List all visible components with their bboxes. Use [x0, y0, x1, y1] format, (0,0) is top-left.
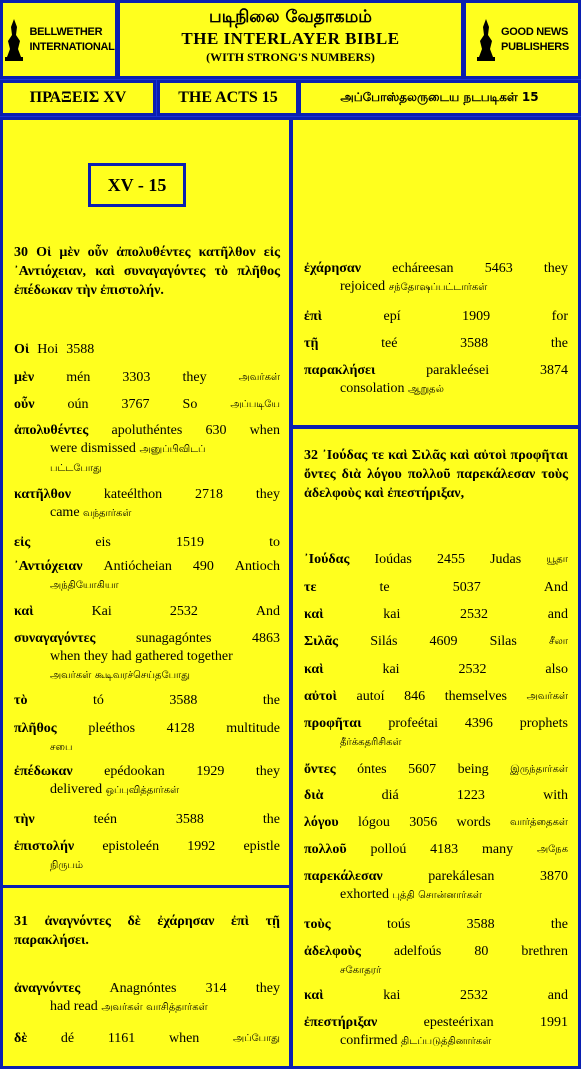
transliteration: teén — [93, 812, 117, 827]
left-publisher-logo — [0, 0, 118, 79]
greek-word: κατῆλθον — [14, 487, 72, 502]
strongs-number: 3874 — [539, 363, 568, 378]
title-tamil: படிநிலை வேதாகமம் — [209, 7, 372, 27]
lexicon-entry — [14, 1030, 280, 1048]
strongs-number: 1929 — [196, 764, 225, 779]
entry-gloss: rejoiced சந்தோஷப்பட்டார்கள் — [340, 279, 488, 294]
strongs-number: 3303 — [122, 370, 151, 385]
english-gloss: they — [255, 487, 280, 502]
greek-word: τὴν — [14, 812, 35, 827]
strongs-number: 3767 — [121, 397, 150, 412]
transliteration: dé — [60, 1031, 75, 1046]
english-gloss: So — [182, 397, 198, 412]
strongs-number: 2532 — [460, 988, 489, 1003]
transliteration: oún — [67, 397, 89, 412]
english-gloss: the — [550, 336, 568, 351]
entry-gloss: சகோதரர் — [340, 965, 382, 976]
transliteration: epesteérixan — [423, 1015, 494, 1030]
greek-word: οὖν — [14, 397, 35, 412]
title-main: THE INTERLAYER BIBLE — [181, 29, 400, 48]
tamil-gloss: அவர்கள் — [526, 691, 568, 702]
transliteration: Antiócheian — [103, 559, 172, 574]
entry-gloss: came வந்தார்கள் — [50, 505, 132, 520]
lexicon-entry — [14, 396, 280, 414]
lexicon-entry — [14, 422, 280, 478]
tamil-gloss: இருந்தார்கள் — [510, 764, 568, 775]
strongs-number: 4396 — [464, 716, 493, 731]
transliteration: autoí — [356, 689, 385, 704]
english-gloss: to — [269, 535, 280, 550]
entry-gloss: when they had gathered together — [50, 649, 233, 664]
transliteration: epí — [383, 309, 401, 324]
chapter-label: XV - 15 — [88, 163, 186, 207]
transliteration: Anagnóntes — [109, 981, 177, 996]
transliteration: óntes — [357, 762, 387, 777]
lexicon-entry — [14, 534, 280, 552]
tamil-gloss: அநேக — [536, 844, 568, 855]
lexicon-entry — [14, 720, 280, 757]
lexicon-entry — [304, 661, 568, 679]
tamil-gloss: வார்த்தைகள் — [510, 817, 568, 828]
lexicon-entry — [14, 692, 280, 710]
strongs-number: 4128 — [166, 721, 195, 736]
lexicon-entry — [304, 551, 568, 569]
english-gloss: they — [543, 261, 568, 276]
english-gloss: being — [457, 762, 489, 777]
lexicon-entry — [304, 868, 568, 905]
lexicon-entry — [14, 341, 280, 359]
entry-gloss: had read அவர்கள் வாசித்தார்கள் — [50, 999, 208, 1014]
greek-word: δὲ — [14, 1031, 28, 1046]
lexicon-entry — [14, 630, 280, 685]
english-book-label: THE ACTS 15 — [178, 89, 278, 106]
transliteration: Ioúdas — [374, 552, 412, 567]
greek-word: τὸ — [14, 693, 28, 708]
english-gloss: prophets — [519, 716, 568, 731]
transliteration: teé — [381, 336, 398, 351]
greek-word: παρεκάλεσαν — [304, 869, 383, 884]
tamil-book-label: அப்போஸ்தலருடைய நடபடிகள் 15 — [340, 90, 539, 104]
lexicon-entry — [304, 579, 568, 597]
english-gloss: the — [262, 812, 280, 827]
english-gloss: epistle — [243, 839, 280, 854]
transliteration: eis — [95, 535, 111, 550]
lexicon-entry — [304, 335, 568, 353]
strongs-number: 3588 — [66, 342, 95, 357]
strongs-number: 3588 — [460, 336, 489, 351]
transliteration: polloú — [370, 842, 407, 857]
greek-word: διὰ — [304, 788, 324, 803]
right-publisher-logo — [463, 0, 581, 79]
greek-word: προφῆται — [304, 716, 362, 731]
transliteration: parekálesan — [428, 869, 495, 884]
english-gloss: with — [543, 788, 568, 803]
book-title-tamil — [298, 80, 581, 116]
strongs-number: 1992 — [187, 839, 216, 854]
right-logo-line1: GOOD NEWS — [501, 25, 569, 38]
greek-word: καὶ — [304, 988, 324, 1003]
greek-word: ἐπιστολήν — [14, 839, 75, 854]
greek-word: τοὺς — [304, 917, 331, 932]
lexicon-entry — [304, 308, 568, 326]
strongs-number: 4863 — [252, 631, 280, 646]
greek-word: παρακλήσει — [304, 363, 376, 378]
transliteration: Silás — [370, 634, 398, 649]
lexicon-entry — [304, 761, 568, 779]
strongs-number: 630 — [205, 423, 227, 438]
english-gloss: they — [255, 764, 280, 779]
transliteration: kateélthon — [103, 487, 163, 502]
lexicon-entry — [14, 980, 280, 1017]
greek-word: ἀδελφοὺς — [304, 944, 361, 959]
english-gloss: and — [547, 988, 568, 1003]
english-gloss: also — [545, 662, 568, 677]
strongs-number: 3870 — [539, 869, 568, 884]
strongs-number: 3056 — [409, 815, 438, 830]
english-gloss: they — [182, 370, 207, 385]
strongs-number: 2532 — [458, 662, 487, 677]
transliteration: adelfoús — [393, 944, 442, 959]
transliteration: epédookan — [104, 764, 165, 779]
tamil-gloss: அவர்கள் — [238, 372, 280, 383]
lexicon-entry — [304, 814, 568, 832]
greek-word: ἐπεστήριξαν — [304, 1015, 378, 1030]
lexicon-entry — [14, 763, 280, 800]
entry-gloss: delivered ஒப்புவித்தார்கள் — [50, 782, 180, 797]
transliteration: Kai — [91, 604, 112, 619]
greek-word: αὐτοὶ — [304, 689, 337, 704]
english-gloss: And — [255, 604, 280, 619]
transliteration: kai — [383, 607, 401, 622]
greek-book-label: ΠΡΑΞΕΙΣ XV — [29, 89, 127, 106]
transliteration: parakleései — [426, 363, 490, 378]
english-gloss: the — [262, 693, 280, 708]
entry-gloss: exhorted புத்தி சொன்னார்கள் — [340, 887, 482, 902]
strongs-number: 4609 — [429, 634, 458, 649]
lexicon-entry — [304, 987, 568, 1005]
lexicon-entry — [304, 633, 568, 651]
transliteration: echáreesan — [392, 261, 454, 276]
entry-gloss: consolation ஆறுதல் — [340, 381, 444, 396]
verse-31-text: 31 ἀναγνόντες δὲ ἐχάρησαν ἐπὶ τῇ παρακλήσει. — [14, 914, 280, 948]
english-gloss: they — [255, 981, 280, 996]
book-title-english — [157, 80, 299, 116]
strongs-number: 2455 — [436, 552, 465, 567]
left-logo-line1: BELLWETHER — [29, 25, 103, 38]
lexicon-entry — [304, 1014, 568, 1051]
strongs-number: 846 — [404, 689, 426, 704]
bellwether-logo-icon — [3, 17, 25, 63]
strongs-number: 5037 — [452, 580, 481, 595]
greek-word: καὶ — [304, 607, 324, 622]
transliteration: apoluthéntes — [111, 423, 183, 438]
strongs-number: 1161 — [107, 1031, 136, 1046]
title-sub: (WITH STRONG'S NUMBERS) — [206, 50, 375, 64]
entry-gloss: அந்தியோகியா — [50, 580, 119, 591]
lexicon-entry — [304, 715, 568, 752]
english-gloss: themselves — [444, 689, 508, 704]
strongs-number: 1991 — [539, 1015, 568, 1030]
greek-word: συναγαγόντες — [14, 631, 96, 646]
strongs-number: 4183 — [430, 842, 459, 857]
greek-word: ὄντες — [304, 762, 336, 777]
entry-gloss: தீர்க்கதரிசிகள் — [340, 737, 402, 748]
strongs-number: 5463 — [484, 261, 513, 276]
entry-gloss: அவர்கள் கூடிவரச்செய்தபோது — [50, 670, 190, 681]
transliteration: kai — [383, 988, 401, 1003]
greek-word: τῇ — [304, 336, 319, 351]
transliteration: mén — [66, 370, 91, 385]
lexicon-entry — [14, 838, 280, 875]
english-gloss: Antioch — [234, 559, 280, 574]
lexicon-entry — [14, 603, 280, 621]
strongs-number: 1519 — [175, 535, 204, 550]
greek-word: καὶ — [14, 604, 34, 619]
greek-word: Σιλᾶς — [304, 634, 339, 649]
greek-word: Οἱ — [14, 342, 30, 357]
good-news-logo-icon — [475, 17, 497, 63]
transliteration: lógou — [358, 815, 390, 830]
english-gloss: when — [249, 423, 280, 438]
english-gloss: when — [168, 1031, 200, 1046]
strongs-number: 80 — [474, 944, 489, 959]
transliteration: toús — [386, 917, 411, 932]
book-title-greek — [0, 80, 156, 116]
transliteration: diá — [381, 788, 399, 803]
greek-word: ἐχάρησαν — [304, 261, 361, 276]
greek-word: ᾿Ιούδας — [304, 552, 350, 567]
strongs-number: 1223 — [456, 788, 485, 803]
strongs-number: 1909 — [462, 309, 491, 324]
tamil-gloss: யூதா — [546, 554, 568, 565]
lexicon-entry — [304, 787, 568, 805]
english-gloss: multitude — [226, 721, 280, 736]
tamil-gloss: அப்படியே — [230, 399, 280, 410]
entry-gloss: were dismissed அனுப்பிவிடப் — [50, 441, 206, 456]
transliteration: pleéthos — [88, 721, 136, 736]
lexicon-entry — [304, 688, 568, 706]
transliteration: kai — [382, 662, 400, 677]
entry-gloss: நிருபம் — [50, 860, 84, 871]
tamil-gloss: சீலா — [548, 636, 568, 647]
transliteration: tó — [92, 693, 104, 708]
transliteration: te — [379, 580, 390, 595]
greek-word: πλῆθος — [14, 721, 57, 736]
tamil-gloss: அப்போது — [232, 1033, 280, 1044]
page-title — [117, 0, 464, 79]
entry-gloss: பட்டபோது — [50, 463, 102, 474]
greek-word: καὶ — [304, 662, 324, 677]
lexicon-entry — [304, 916, 568, 934]
strongs-number: 2532 — [169, 604, 198, 619]
greek-word: ἐπέδωκαν — [14, 764, 73, 779]
greek-word: πολλοῦ — [304, 842, 347, 857]
left-logo-line2: INTERNATIONAL — [29, 40, 115, 53]
verse-32-text: 32 ᾿Ιούδας τε καὶ Σιλᾶς καὶ αὐτοὶ προφῆται ὄντες διὰ λόγου πολλοῦ παρεκάλεσαν τοὺς ἀδελφοὺς καὶ ἐπεστήριξαν, — [304, 448, 568, 501]
strongs-number: 490 — [192, 559, 214, 574]
greek-word: τε — [304, 580, 317, 595]
verse-30-text: 30 Οἱ μὲν οὖν ἀπολυθέντες κατῆλθον εἰς ᾿Αντιόχειαν, καὶ συναγαγόντες τὸ πλῆθος ἐπέδωκαν τὴν ἐπιστολήν. — [14, 245, 280, 298]
english-gloss: words — [456, 815, 491, 830]
english-gloss: And — [543, 580, 568, 595]
english-gloss: brethren — [521, 944, 568, 959]
greek-word: λόγου — [304, 815, 339, 830]
english-gloss: for — [551, 309, 568, 324]
transliteration: sunagagóntes — [136, 631, 212, 646]
strongs-number: 3588 — [169, 693, 198, 708]
lexicon-entry — [304, 841, 568, 859]
strongs-number: 3588 — [175, 812, 204, 827]
strongs-number: 2532 — [460, 607, 489, 622]
greek-word: μὲν — [14, 370, 35, 385]
english-gloss: Judas — [490, 552, 522, 567]
entry-gloss: சபை — [50, 742, 73, 753]
greek-word: ᾿Αντιόχειαν — [14, 559, 83, 574]
transliteration: Hoi — [37, 342, 59, 357]
strongs-number: 2718 — [195, 487, 224, 502]
lexicon-entry — [304, 943, 568, 980]
strongs-number: 314 — [205, 981, 227, 996]
english-gloss: and — [547, 607, 568, 622]
right-logo-line2: PUBLISHERS — [501, 40, 569, 53]
lexicon-entry — [14, 811, 280, 829]
lexicon-entry — [304, 362, 568, 399]
lexicon-entry — [304, 606, 568, 624]
lexicon-entry — [14, 558, 280, 595]
transliteration: profeétai — [388, 716, 439, 731]
greek-word: ἀναγνόντες — [14, 981, 81, 996]
lexicon-entry — [304, 260, 568, 297]
greek-word: ἐπὶ — [304, 309, 322, 324]
english-gloss: many — [482, 842, 514, 857]
english-gloss: Silas — [489, 634, 517, 649]
strongs-number: 3588 — [466, 917, 495, 932]
greek-word: ἀπολυθέντες — [14, 423, 89, 438]
greek-word: εἰς — [14, 535, 31, 550]
lexicon-entry — [14, 369, 280, 387]
transliteration: epistoleén — [102, 839, 160, 854]
lexicon-entry — [14, 486, 280, 523]
entry-gloss: confirmed திடப்படுத்தினார்கள் — [340, 1033, 492, 1048]
english-gloss: the — [550, 917, 568, 932]
strongs-number: 5607 — [408, 762, 437, 777]
